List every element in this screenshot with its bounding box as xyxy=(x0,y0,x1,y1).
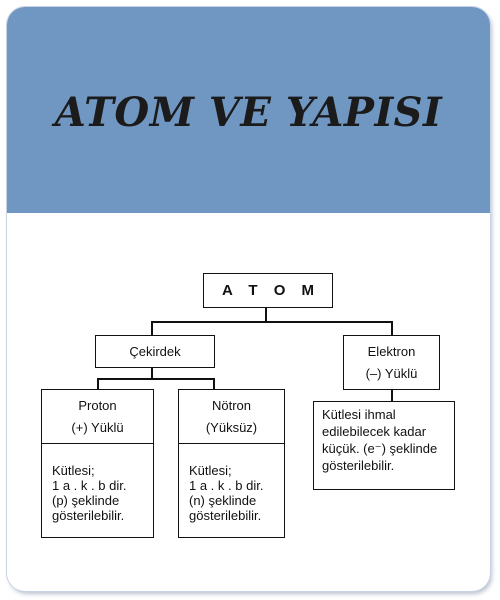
proton-description-box xyxy=(41,443,154,538)
nucleus-label: Çekirdek xyxy=(129,344,181,359)
electron-charge: (–) Yüklü xyxy=(365,365,418,381)
connector-to-proton xyxy=(97,378,99,389)
connector-top-horizontal xyxy=(151,321,392,323)
connector-atom-down xyxy=(265,307,267,322)
proton-charge: (+) Yüklü xyxy=(71,419,124,435)
proton-description: Kütlesi; 1 a . k . b dir. (p) şeklinde gösterilebilir. xyxy=(52,463,127,523)
electron-name: Elektron xyxy=(367,343,416,359)
nucleus-box xyxy=(95,335,215,368)
connector-to-nucleus xyxy=(151,321,153,335)
neutron-name: Nötron xyxy=(211,397,252,413)
electron-box xyxy=(343,335,440,390)
electron-description-box xyxy=(313,401,455,490)
connector-electron-to-desc xyxy=(391,389,393,401)
proton-name: Proton xyxy=(78,397,117,413)
slide-title: ATOM VE YAPISI xyxy=(54,89,443,136)
connector-to-neutron xyxy=(213,378,215,389)
neutron-description: Kütlesi; 1 a . k . b dir. (n) şeklinde gösterilebilir. xyxy=(189,463,264,523)
neutron-box xyxy=(178,389,285,444)
atom-box xyxy=(203,273,333,308)
electron-description: Kütlesi ihmal edilebilecek kadar küçük. (e⁻) şeklinde gösterilebilir. xyxy=(322,407,438,473)
atom-label: A T O M xyxy=(221,282,321,299)
proton-box xyxy=(41,389,154,444)
neutron-charge: (Yüksüz) xyxy=(205,419,258,435)
neutron-description-box xyxy=(178,443,285,538)
connector-to-electron xyxy=(391,321,393,335)
connector-bottom-horizontal xyxy=(97,378,214,380)
